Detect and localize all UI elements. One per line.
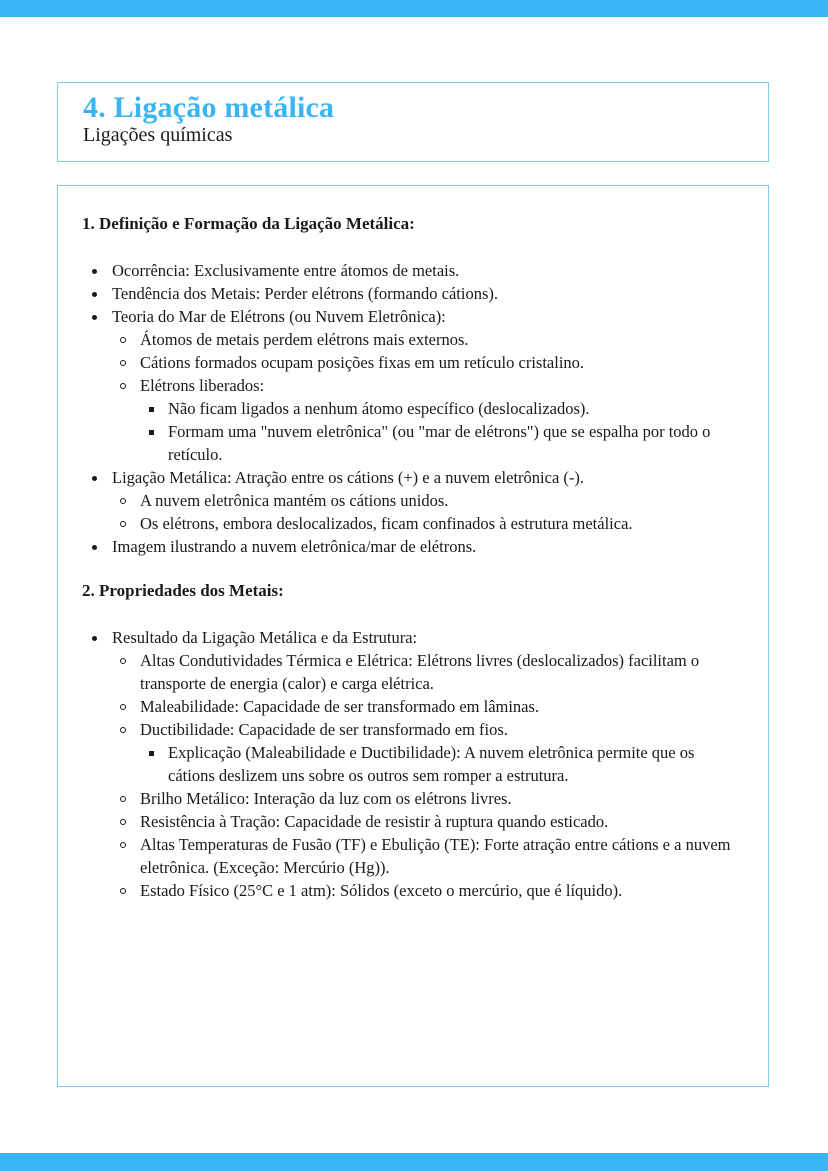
content-card (57, 185, 769, 1087)
list-item: Altas Condutividades Térmica e Elétrica: Elétrons livres (deslocalizados) facilitam o transporte de energia (calor) e carga elétrica. (82, 649, 732, 695)
list-item: Brilho Metálico: Interação da luz com os elétrons livres. (82, 787, 732, 810)
list-item: Altas Temperaturas de Fusão (TF) e Ebulição (TE): Forte atração entre cátions e a nuvem eletrônica. (Exceção: Mercúrio (Hg)). (82, 833, 732, 879)
list-item: Os elétrons, embora deslocalizados, ficam confinados à estrutura metálica. (82, 512, 732, 535)
list-item: Estado Físico (25°C e 1 atm): Sólidos (exceto o mercúrio, que é líquido). (82, 879, 732, 902)
list-item: A nuvem eletrônica mantém os cátions unidos. (82, 489, 732, 512)
list-item: Ocorrência: Exclusivamente entre átomos de metais. (82, 259, 732, 282)
list-item: Elétrons liberados: (82, 374, 732, 397)
list-item: Imagem ilustrando a nuvem eletrônica/mar de elétrons. (82, 535, 732, 558)
list-item: Não ficam ligados a nenhum átomo específico (deslocalizados). (82, 397, 732, 420)
list-item: Formam uma "nuvem eletrônica" (ou "mar de elétrons") que se espalha por todo o retículo. (82, 420, 732, 466)
page-title: 4. Ligação metálica (83, 91, 335, 124)
list-item: Maleabilidade: Capacidade de ser transformado em lâminas. (82, 695, 732, 718)
list-item: Ductibilidade: Capacidade de ser transformado em fios. (82, 718, 732, 741)
list-item: Explicação (Maleabilidade e Ductibilidade): A nuvem eletrônica permite que os cátions deslizem uns sobre os outros sem romper a estrutura. (82, 741, 732, 787)
list-item: Tendência dos Metais: Perder elétrons (formando cátions). (82, 282, 732, 305)
header-card (57, 82, 769, 162)
list-item: Teoria do Mar de Elétrons (ou Nuvem Eletrônica): (82, 305, 732, 328)
section-heading-propriedades: 2. Propriedades dos Metais: (82, 581, 284, 600)
list-item: Átomos de metais perdem elétrons mais externos. (82, 328, 732, 351)
propriedades-list (82, 626, 732, 902)
list-item: Resistência à Tração: Capacidade de resistir à ruptura quando esticado. (82, 810, 732, 833)
list-item: Resultado da Ligação Metálica e da Estrutura: (82, 626, 732, 649)
top-accent-bar (0, 0, 828, 17)
list-item: Ligação Metálica: Atração entre os cátions (+) e a nuvem eletrônica (-). (82, 466, 732, 489)
section-heading-definicao: 1. Definição e Formação da Ligação Metálica: (82, 214, 415, 233)
bottom-accent-bar (0, 1153, 828, 1171)
page-subtitle: Ligações químicas (83, 124, 233, 146)
list-item: Cátions formados ocupam posições fixas em um retículo cristalino. (82, 351, 732, 374)
definicao-list (82, 259, 732, 558)
